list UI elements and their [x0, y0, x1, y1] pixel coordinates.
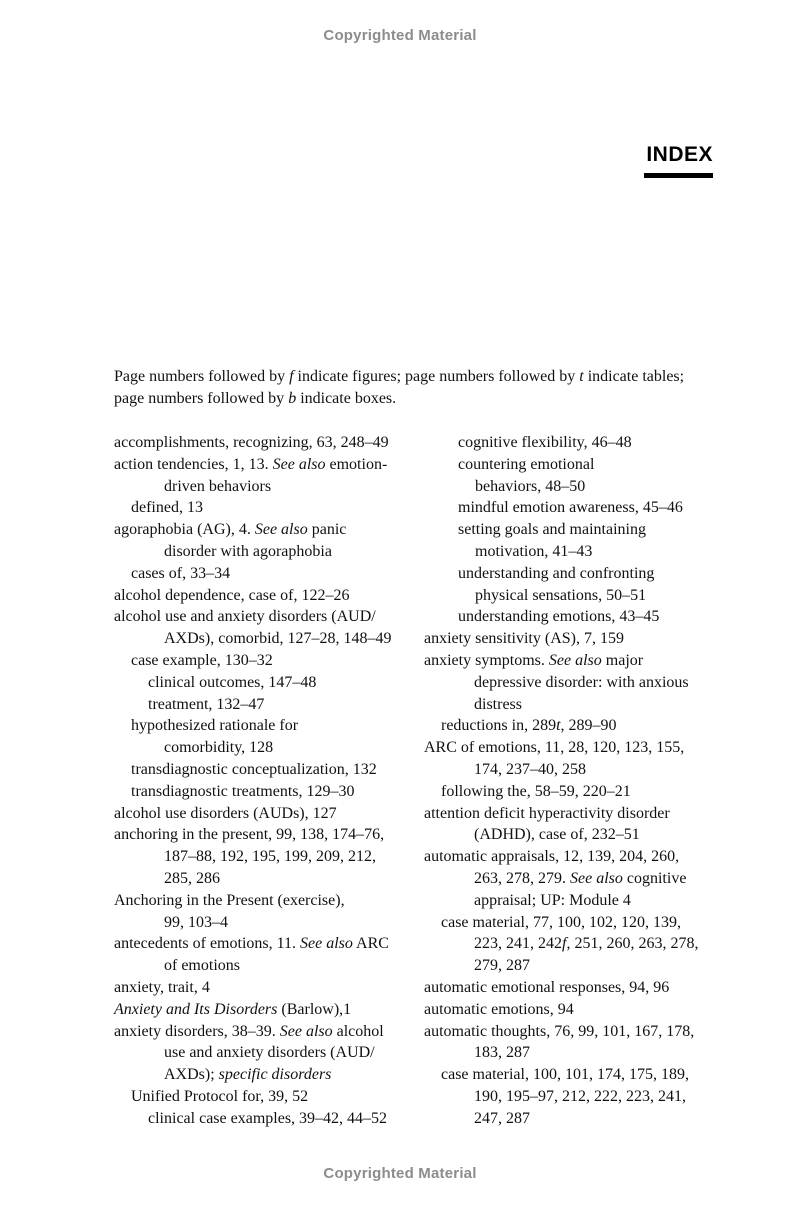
index-subentry — [424, 432, 724, 454]
index-entry — [424, 628, 724, 650]
index-entry — [114, 519, 414, 541]
text-segment: countering emotional — [458, 455, 595, 473]
index-entry-continuation — [114, 1042, 414, 1064]
text-segment: physical sensations, 50–51 — [475, 586, 647, 604]
text-segment: 183, 287 — [474, 1044, 530, 1062]
italic-text: t — [579, 368, 584, 385]
index-subentry — [424, 497, 724, 519]
index-entry — [424, 803, 724, 825]
text-segment: depressive disorder: with anxious — [474, 673, 689, 691]
text-segment: 247, 287 — [474, 1109, 530, 1127]
index-column-left — [114, 432, 414, 1130]
text-segment: automatic emotional responses, 94, 96 — [424, 978, 670, 996]
index-subentry — [424, 781, 724, 803]
text-segment: major — [601, 651, 644, 669]
italic-text: b — [288, 389, 297, 407]
text-segment: defined, 13 — [131, 499, 203, 517]
text-segment: treatment, 132–47 — [148, 695, 265, 713]
index-subentry — [114, 672, 414, 694]
index-subentry — [114, 1108, 414, 1130]
text-segment: anxiety sensitivity (AS), 7, 159 — [424, 630, 624, 648]
text-segment: cases of, 33–34 — [131, 564, 231, 582]
index-entry-continuation — [114, 737, 414, 759]
text-segment: ARC of emotions, 11, 28, 120, 123, 155, — [424, 739, 685, 757]
index-entry-continuation — [114, 868, 414, 890]
index-subentry — [114, 650, 414, 672]
index-subentry — [424, 606, 724, 628]
index-entry — [114, 933, 414, 955]
text-segment: 223, 241, 242 — [474, 935, 562, 953]
text-segment: indicate tables; page numbers followed by — [114, 368, 685, 407]
text-segment: action tendencies, 1, 13. — [114, 455, 273, 473]
text-segment: hypothesized rationale for — [131, 717, 299, 735]
text-segment: alcohol use disorders (AUDs), 127 — [114, 804, 337, 822]
index-entry-continuation — [114, 846, 414, 868]
text-segment: ARC — [352, 935, 389, 953]
index-entry — [424, 977, 724, 999]
text-segment: case example, 130–32 — [131, 651, 273, 669]
text-segment: cognitive — [622, 869, 687, 887]
text-segment: understanding emotions, 43–45 — [458, 608, 660, 626]
text-segment: Anchoring in the Present (exercise), — [114, 891, 345, 909]
index-entry-continuation — [114, 912, 414, 934]
text-segment: automatic appraisals, 12, 139, 204, 260, — [424, 848, 680, 866]
text-segment: driven behaviors — [164, 477, 272, 495]
index-subentry — [114, 694, 414, 716]
heading-underline — [644, 173, 713, 178]
text-segment: behaviors, 48–50 — [475, 477, 586, 495]
text-segment: clinical case examples, 39–42, 44–52 — [148, 1109, 388, 1127]
index-entry-continuation — [424, 933, 724, 955]
index-entry — [114, 977, 414, 999]
text-segment: alcohol use and anxiety disorders (AUD/ — [114, 608, 376, 626]
index-subentry — [424, 715, 724, 737]
index-column-right — [424, 432, 724, 1130]
index-entry — [424, 650, 724, 672]
text-segment: automatic emotions, 94 — [424, 1000, 574, 1018]
index-subentry — [424, 1064, 724, 1086]
italic-text: t — [556, 717, 561, 735]
index-entry-continuation — [424, 955, 724, 977]
text-segment: (Barlow),1 — [277, 1000, 352, 1018]
index-entry-continuation — [424, 672, 724, 694]
text-segment: indicate boxes. — [296, 389, 397, 407]
index-intro-note — [114, 366, 714, 409]
text-segment: disorder with agoraphobia — [164, 542, 332, 560]
italic-text: See also — [548, 651, 602, 669]
index-subentry — [114, 715, 414, 737]
text-segment: mindful emotion awareness, 45–46 — [458, 499, 683, 517]
index-entry — [114, 999, 414, 1021]
index-entry-continuation — [424, 1108, 724, 1130]
index-subentry — [424, 912, 724, 934]
text-segment: 285, 286 — [164, 869, 220, 887]
italic-text: f — [562, 935, 567, 953]
index-entry-continuation — [424, 476, 724, 498]
index-entry — [424, 846, 724, 868]
copyright-watermark-bottom: Copyrighted Material — [323, 1165, 477, 1182]
index-subentry — [424, 454, 724, 476]
index-subentry — [114, 1086, 414, 1108]
text-segment: automatic thoughts, 76, 99, 101, 167, 178, — [424, 1022, 695, 1040]
index-subentry — [114, 759, 414, 781]
text-segment: accomplishments, recognizing, 63, 248–49 — [114, 434, 389, 451]
index-entry — [114, 803, 414, 825]
text-segment: attention deficit hyperactivity disorder — [424, 804, 670, 822]
text-segment: anchoring in the present, 99, 138, 174–76, — [114, 826, 385, 844]
text-segment: Page numbers followed by — [114, 368, 290, 385]
index-entry — [114, 824, 414, 846]
italic-text: f — [289, 368, 294, 385]
text-segment: distress — [474, 695, 522, 713]
text-segment: 99, 103–4 — [164, 913, 228, 931]
text-segment: of emotions — [164, 957, 240, 975]
italic-text: Anxiety and Its Disorders — [114, 1000, 278, 1018]
index-heading: INDEX — [646, 143, 713, 166]
text-segment: setting goals and maintaining — [458, 521, 646, 539]
index-entry-continuation — [114, 628, 414, 650]
text-segment: anxiety disorders, 38–39. — [114, 1022, 280, 1040]
index-entry-continuation — [114, 541, 414, 563]
index-entry — [114, 454, 414, 476]
index-subentry — [424, 519, 724, 541]
index-entry-continuation — [114, 476, 414, 498]
italic-text: See also — [279, 1022, 333, 1040]
text-segment: comorbidity, 128 — [164, 739, 274, 757]
index-entry-continuation — [424, 694, 724, 716]
text-segment: motivation, 41–43 — [475, 542, 593, 560]
text-segment: Unified Protocol for, 39, 52 — [131, 1087, 309, 1105]
text-segment: cognitive flexibility, 46–48 — [458, 434, 632, 451]
index-entry — [114, 432, 414, 454]
index-subentry — [114, 781, 414, 803]
text-segment: , 251, 260, 263, 278, — [566, 935, 699, 953]
index-subentry — [114, 497, 414, 519]
index-entry-continuation — [114, 955, 414, 977]
index-entry-continuation — [424, 824, 724, 846]
index-entry-continuation — [424, 541, 724, 563]
text-segment: agoraphobia (AG), 4. — [114, 521, 255, 539]
index-entry-continuation — [424, 759, 724, 781]
text-segment: following the, 58–59, 220–21 — [441, 782, 631, 800]
index-entry — [424, 999, 724, 1021]
text-segment: 174, 237–40, 258 — [474, 760, 586, 778]
text-segment: , 289–90 — [560, 717, 617, 735]
text-segment: indicate figures; page numbers followed by — [293, 368, 580, 385]
index-entry — [114, 1021, 414, 1043]
index-entry-continuation — [114, 1064, 414, 1086]
text-segment: understanding and confronting — [458, 564, 655, 582]
text-segment: (ADHD), case of, 232–51 — [474, 826, 640, 844]
text-segment: panic — [307, 521, 347, 539]
index-entry — [114, 585, 414, 607]
text-segment: emotion- — [325, 455, 388, 473]
italic-text: See also — [570, 869, 623, 887]
index-entry — [424, 1021, 724, 1043]
italic-text: See also — [254, 521, 308, 539]
text-segment: alcohol dependence, case of, 122–26 — [114, 586, 350, 604]
text-segment: use and anxiety disorders (AUD/ — [164, 1044, 375, 1062]
index-entry — [114, 606, 414, 628]
text-segment: anxiety, trait, 4 — [114, 978, 210, 996]
text-segment: case material, 77, 100, 102, 120, 139, — [441, 913, 681, 931]
copyright-watermark-top: Copyrighted Material — [323, 27, 477, 44]
index-subentry — [114, 563, 414, 585]
text-segment: AXDs); — [164, 1066, 219, 1084]
text-segment: appraisal; UP: Module 4 — [474, 891, 631, 909]
text-segment: alcohol — [332, 1022, 384, 1040]
index-entry-continuation — [424, 1042, 724, 1064]
text-segment: AXDs), comorbid, 127–28, 148–49 — [164, 630, 392, 648]
text-segment: reductions in, 289 — [441, 717, 557, 735]
index-entry — [424, 737, 724, 759]
text-segment: transdiagnostic conceptualization, 132 — [131, 760, 377, 778]
index-entry-continuation — [424, 890, 724, 912]
text-segment: antecedents of emotions, 11. — [114, 935, 301, 953]
index-entry — [114, 890, 414, 912]
index-entry-continuation — [424, 868, 724, 890]
italic-text: specific disorders — [218, 1066, 332, 1084]
text-segment: 187–88, 192, 195, 199, 209, 212, — [164, 848, 376, 866]
text-segment: case material, 100, 101, 174, 175, 189, — [441, 1066, 689, 1084]
text-segment: anxiety symptoms. — [424, 651, 549, 669]
text-segment: 263, 278, 279. — [474, 869, 570, 887]
text-segment: 190, 195–97, 212, 222, 223, 241, — [474, 1087, 686, 1105]
italic-text: See also — [300, 935, 353, 953]
index-entry-continuation — [424, 585, 724, 607]
index-subentry — [424, 563, 724, 585]
italic-text: See also — [272, 455, 326, 473]
text-segment: transdiagnostic treatments, 129–30 — [131, 782, 355, 800]
index-entry-continuation — [424, 1086, 724, 1108]
text-segment: 279, 287 — [474, 957, 530, 975]
text-segment: clinical outcomes, 147–48 — [148, 673, 317, 691]
